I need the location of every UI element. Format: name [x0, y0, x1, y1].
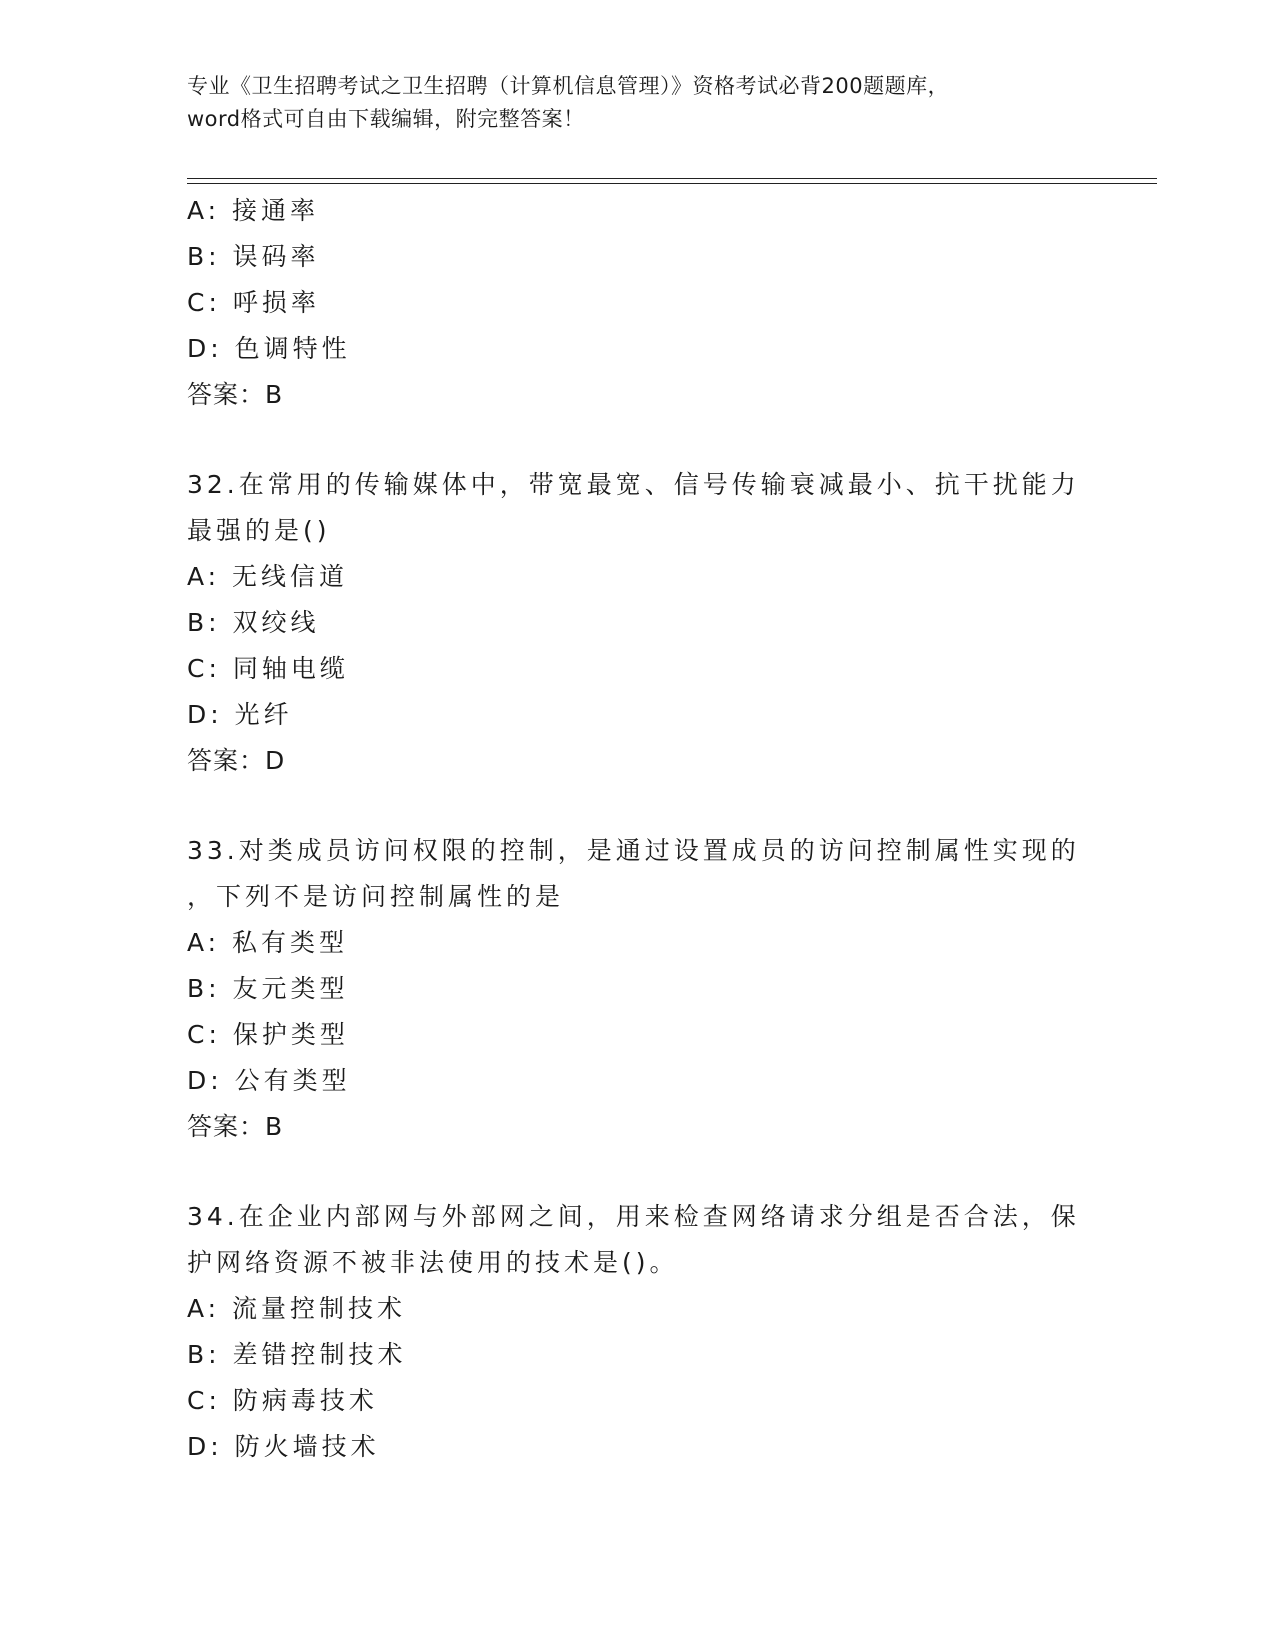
document-header: [187, 70, 1087, 136]
spacer: [187, 1150, 1087, 1194]
header-title-line-1: 专业《卫生招聘考试之卫生招聘（计算机信息管理）》资格考试必背200题题库，: [187, 74, 950, 98]
spacer: [187, 784, 1087, 828]
question-text-line-1: 34.在企业内部网与外部网之间，用来检查网络请求分组是否合法，保: [187, 1202, 1080, 1231]
question-text-line-1: 32.在常用的传输媒体中，带宽最宽、信号传输衰减最小、抗干扰能力: [187, 470, 1080, 499]
option-d: D: 光纤: [187, 700, 293, 729]
option-b: B: 双绞线: [187, 608, 320, 637]
header-double-rule: [187, 178, 1157, 184]
option-a: A: 接通率: [187, 196, 320, 225]
option-c: C: 防病毒技术: [187, 1386, 378, 1415]
option-d: D: 色调特性: [187, 334, 351, 363]
answer: 答案：D: [187, 746, 286, 775]
header-title-line-2: word格式可自由下载编辑，附完整答案！: [187, 107, 585, 131]
option-d: D: 公有类型: [187, 1066, 351, 1095]
option-b: B: 差错控制技术: [187, 1340, 407, 1369]
answer: 答案：B: [187, 1112, 284, 1141]
option-b: B: 友元类型: [187, 974, 349, 1003]
question-text-line-2: 护网络资源不被非法使用的技术是()。: [187, 1248, 679, 1277]
option-a: A: 私有类型: [187, 928, 349, 957]
option-c: C: 呼损率: [187, 288, 320, 317]
option-a: A: 无线信道: [187, 562, 349, 591]
option-c: C: 同轴电缆: [187, 654, 349, 683]
question-31: [187, 188, 1087, 418]
answer: 答案：B: [187, 380, 284, 409]
option-d: D: 防火墙技术: [187, 1432, 380, 1461]
question-32: [187, 462, 1087, 784]
question-34: [187, 1194, 1087, 1470]
option-a: A: 流量控制技术: [187, 1294, 407, 1323]
spacer: [187, 418, 1087, 462]
question-list: [187, 188, 1087, 1470]
option-b: B: 误码率: [187, 242, 320, 271]
question-text-line-2: ，下列不是访问控制属性的是: [187, 882, 565, 911]
question-text-line-1: 33.对类成员访问权限的控制，是通过设置成员的访问控制属性实现的: [187, 836, 1080, 865]
question-33: [187, 828, 1087, 1150]
question-text-line-2: 最强的是(): [187, 516, 331, 545]
option-c: C: 保护类型: [187, 1020, 349, 1049]
